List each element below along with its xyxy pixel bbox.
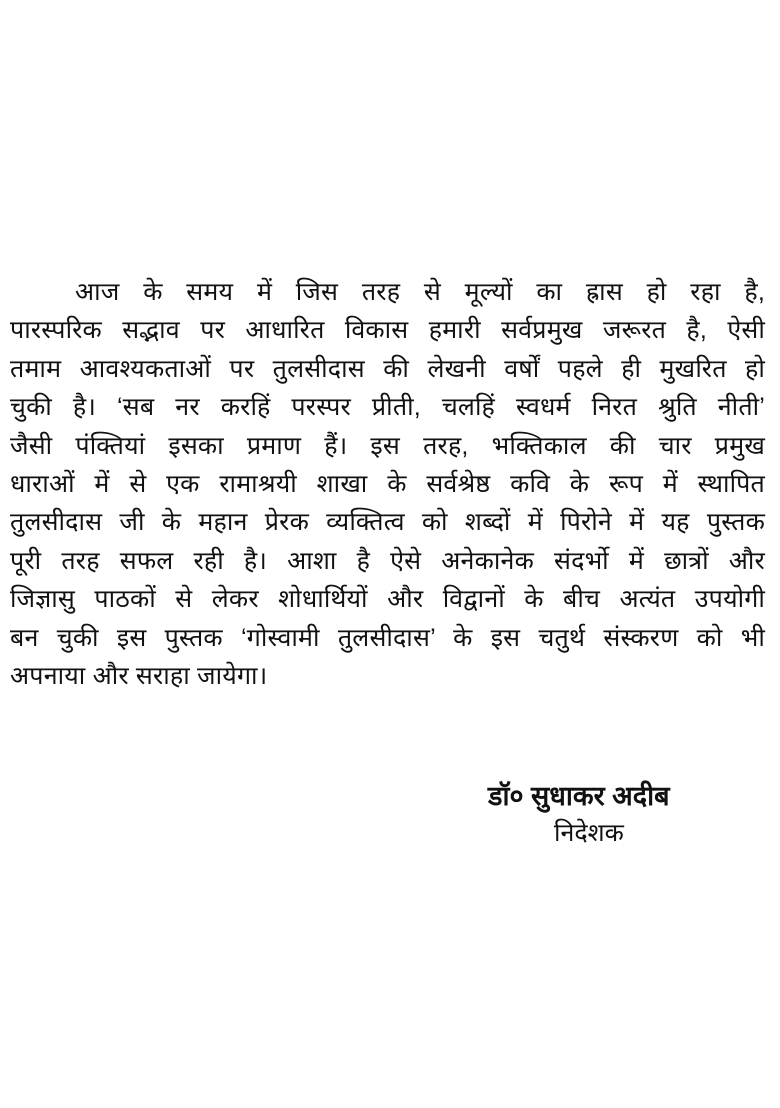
paragraph-line: तमाम आवश्यकताओं पर तुलसीदास की लेखनी वर्षों पहले ही मुखरित हो xyxy=(10,354,765,383)
signature-title: निदेशक xyxy=(554,819,624,847)
paragraph-line: जिज्ञासु पाठकों से लेकर शोधार्थियों और विद्वानों के बीच अत्यंत उपयोगी xyxy=(10,585,765,614)
paragraph-line: पूरी तरह सफल रही है। आशा है ऐसे अनेकानेक संदर्भो में छात्रों और xyxy=(10,546,765,575)
paragraph-line: जैसी पंक्तियां इसका प्रमाण हैं। इस तरह, भक्तिकाल की चार प्रमुख xyxy=(10,431,765,460)
body-paragraph xyxy=(10,273,765,695)
paragraph-line: आज के समय में जिस तरह से मूल्यों का ह्रास हो रहा है, xyxy=(75,278,765,306)
paragraph-line: अपनाया और सराहा जायेगा। xyxy=(10,661,268,690)
paragraph-line: तुलसीदास जी के महान प्रेरक व्यक्तित्व को शब्दों में पिरोने में यह पुस्तक xyxy=(10,508,765,537)
paragraph-line: बन चुकी इस पुस्तक ‘गोस्वामी तुलसीदास’ के इस चतुर्थ संस्करण को भी xyxy=(10,623,765,652)
paragraph-line: पारस्परिक सद्भाव पर आधारित विकास हमारी सर्वप्रमुख जरूरत है, ऐसी xyxy=(10,316,765,345)
signature-name: डॉ० सुधाकर अदीब xyxy=(488,781,670,811)
paragraph-line: चुकी है। ‘सब नर करहिं परस्पर प्रीती, चलहिं स्वधर्म निरत श्रुति नीती’ xyxy=(10,393,765,422)
paragraph-line: धाराओं में से एक रामाश्रयी शाखा के सर्वश्रेष्ठ कवि के रूप में स्थापित xyxy=(10,469,765,498)
